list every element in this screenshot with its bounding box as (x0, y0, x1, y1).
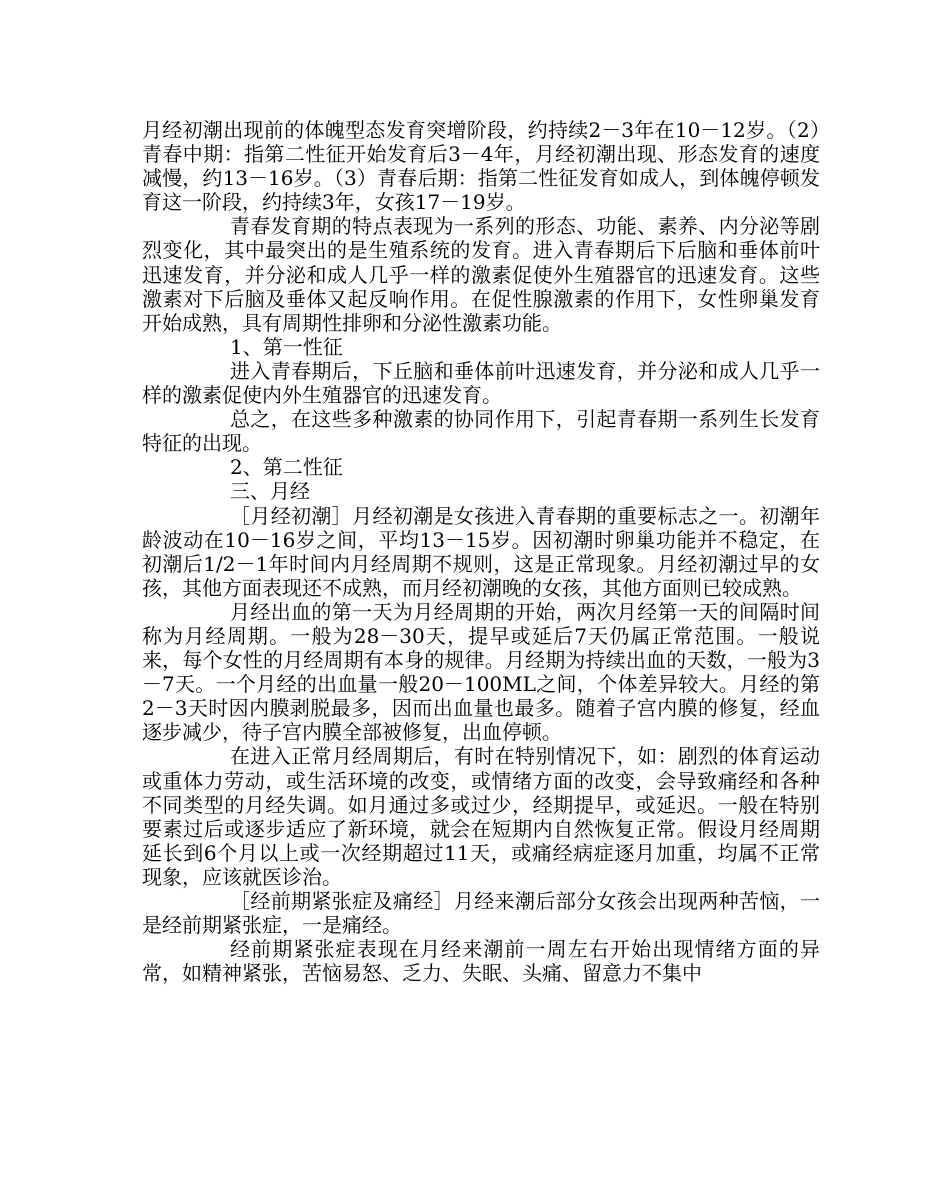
document-page (142, 118, 820, 985)
paragraph-4: 总之，在这些多种激素的协同作用下，引起青春期一系列生长发育特征的出现。 (142, 407, 820, 456)
section-heading-second-sex-characteristics: 2、第二性征 (230, 455, 343, 480)
paragraph-irregularities: 在进入正常月经周期后，有时在特别情况下，如：剧烈的体育运动或重体力劳动，或生活环境的改变，或情绪方面的改变，会导致痛经和各种不同类型的月经失调。如月通过多或过少，经期提早，或延迟。一般在特别要素过后或逐步适应了新环境，就会在短期内自然恢复正常。假设月经周期延长到6个月以上或一次经期超过11天，或痛经病症逐月加重，均属不正常现象，应该就医诊治。 (142, 744, 820, 889)
paragraph-pms-and-dysmenorrhea: ［经前期紧张症及痛经］月经来潮后部分女孩会出现两种苦恼，一是经前期紧张症，一是痛经。 (142, 889, 820, 938)
paragraph-2: 青春发育期的特点表现为一系列的形态、功能、素养、内分泌等剧烈变化，其中最突出的是生殖系统的发育。进入青春期后下后脑和垂体前叶迅速发育，并分泌和成人几乎一样的激素促使外生殖器官的迅速发育。这些激素对下后脑及垂体又起反响作用。在促性腺激素的作用下，女性卵巢发育开始成熟，具有周期性排卵和分泌性激素功能。 (142, 214, 820, 335)
paragraph-pms-symptoms: 经前期紧张症表现在月经来潮前一周左右开始出现情绪方面的异常，如精神紧张，苦恼易怒、乏力、失眠、头痛、留意力不集中 (142, 937, 820, 986)
paragraph-menarche: ［月经初潮］月经初潮是女孩进入青春期的重要标志之一。初潮年龄波动在10－16岁之间，平均13－15岁。因初潮时卵巢功能并不稳定，在初潮后1/2－1年时间内月经周期不规则，这是正常现象。月经初潮过早的女孩，其他方面表现还不成熟，而月经初潮晚的女孩，其他方面则已较成熟。 (142, 503, 820, 600)
paragraph-1: 月经初潮出现前的体魄型态发育突增阶段，约持续2－3年在10－12岁。（2）青春中期：指第二性征开始发育后3－4年，月经初潮出现、形态发育的速度减慢，约13－16岁。（3）青春后期：指第二性征发育如成人，到体魄停顿发育这一阶段，约持续3年，女孩17－19岁。 (142, 118, 820, 215)
section-heading-menstruation: 三、月经 (230, 479, 310, 504)
section-heading-first-sex-characteristics: 1、第一性征 (230, 334, 343, 359)
paragraph-menstrual-cycle: 月经出血的第一天为月经周期的开始，两次月经第一天的间隔时间称为月经周期。一般为28－30天，提早或延后7天仍属正常范围。一般说来，每个女性的月经周期有本身的规律。月经期为持续出血的天数，一般为3－7天。一个月经的出血量一般20－100ML之间，个体差异较大。月经的第2－3天时因内膜剥脱最多，因而出血量也最多。随着子宫内膜的修复，经血逐步减少，待子宫内膜全部被修复，出血停顿。 (142, 599, 820, 745)
paragraph-3: 进入青春期后，下丘脑和垂体前叶迅速发育，并分泌和成人几乎一样的激素促使内外生殖器官的迅速发育。 (142, 358, 820, 408)
